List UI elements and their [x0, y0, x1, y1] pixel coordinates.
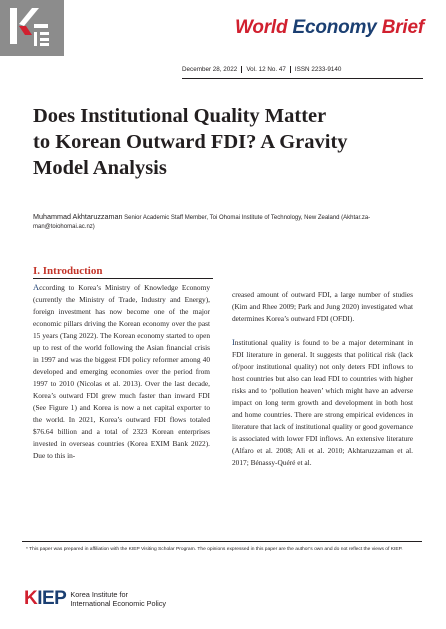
footnote-rule	[22, 541, 422, 542]
paragraph-2: creased amount of outward FDI, a large number of studies (Kim and Rhee 2009; Park and Jung 2020) investigated what determines Korea’s outward FDI (OFDI).	[232, 290, 413, 323]
drop-letter: I	[232, 338, 235, 347]
drop-letter: A	[33, 283, 40, 292]
footer-logo	[24, 584, 166, 614]
author-line	[33, 212, 418, 232]
meta-divider	[241, 66, 242, 73]
title-line-3: Model Analysis	[33, 157, 167, 179]
org-name-line-2: International Economic Policy	[70, 599, 167, 608]
paragraph-3	[232, 337, 413, 469]
series-title-world: World	[234, 17, 293, 38]
org-name-line-1: Korea Institute for	[70, 590, 128, 599]
issue-meta	[182, 66, 423, 73]
issue-date: December 28, 2022	[182, 66, 238, 73]
author-name: Muhammad Akhtaruzzaman	[33, 212, 123, 221]
author-affiliation: Senior Academic Staff Member, Toi Ohomai Institute of Technology, New Zealand (Akhtar.za-	[122, 215, 371, 221]
kiep-logo	[24, 588, 66, 610]
kiep-emblem-icon	[0, 0, 64, 56]
page-title	[33, 103, 413, 181]
paragraph-spacer	[232, 325, 413, 337]
author-email: man@toiohomai.ac.nz)	[33, 224, 95, 230]
issue-volume: Vol. 12 No. 47	[246, 66, 286, 73]
meta-divider	[290, 66, 291, 73]
paragraph-1-text: ccording to Korea’s Ministry of Knowledge Economy (currently the Ministry of Trade, Industry and Energy), foreign investment has now become one of the major economic pillars driving the Korean economy over the past 15 years (Tang 2022). The Korean economy started to open up to rest of the world following the Asian financial crisis in 1997 and was the biggest FDI policy reformer among 40 developed and emerging economies over the period from 1997 to 2010 (Nicolas et al. 2013). Over the last decade, Korea’s outward FDI grew much faster than inward FDI (See Figure 1) and Korea is now a net capital exporter to the world. In 2021, Korea’s outward FDI flows totaled $76.64 billion and a total of 2323 Korean enterprises invested in overseas countries (Korea EXIM Bank 2022). Due to this in-	[33, 283, 210, 460]
title-line-2: to Korean Outward FDI? A Gravity	[33, 131, 348, 153]
paragraph-3-text: nstitutional quality is found to be a major determinant in FDI literature in general. It suggests that political risk (lack of/poor institutional quality) not only deters FDI inflows to host countries but also can lead FDI to countries with higher risks and to ‘pollution heaven’ which might have an adverse impact on long term growth and development in both host and home countries. There are strong empirical evidences in literature that lack of institutional quality or good governance is associated with lower FDI inflows. An extensive literature (Alfaro et al. 2008; Ali et al. 2010; Akhtaruzzaman et al. 2017; Bénassy-Quéré et al.	[232, 338, 413, 467]
section-heading: I. Introduction	[33, 265, 103, 277]
section-rule	[33, 278, 213, 279]
paragraph-1	[33, 282, 210, 462]
body-column-right	[232, 289, 413, 539]
header-rule	[182, 78, 423, 79]
series-title-economy: Economy	[292, 17, 377, 38]
title-line-1: Does Institutional Quality Matter	[33, 105, 327, 127]
series-title	[235, 17, 424, 39]
header-band	[0, 0, 446, 56]
kiep-org-name	[70, 590, 166, 608]
footnote: * This paper was prepared in affiliation with the KIEP Visiting Scholar Program. The opinions expressed in this paper are the author’s own and do not reflect the views of KIEP.	[26, 547, 403, 552]
kiep-logo-rest: IEP	[37, 588, 67, 609]
kiep-logo-k: K	[24, 588, 38, 609]
series-title-brief: Brief	[376, 17, 424, 38]
body-column-left	[33, 282, 210, 530]
issue-issn: ISSN 2233-9140	[294, 66, 342, 73]
